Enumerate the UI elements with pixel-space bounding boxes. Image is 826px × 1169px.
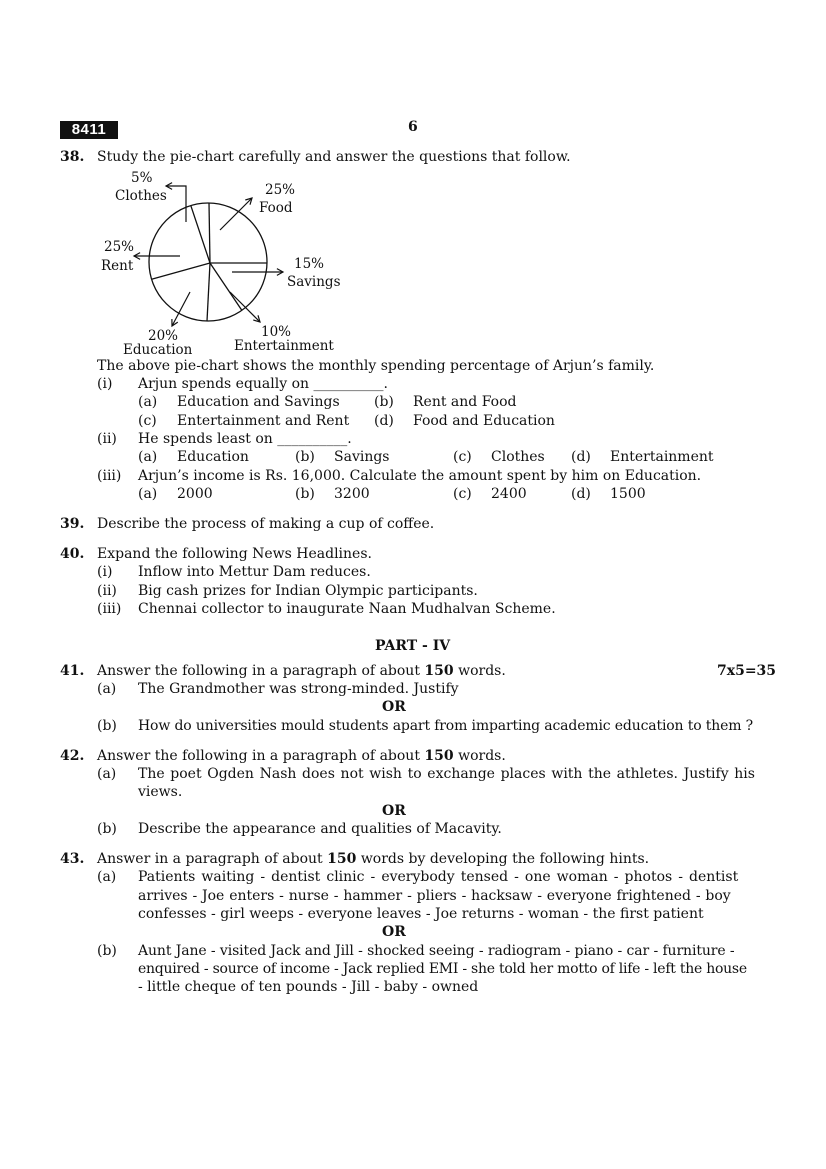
food-label: Food xyxy=(259,200,293,216)
option-text: Entertainment xyxy=(610,449,714,465)
question-41a-text: The Grandmother was strong-minded. Justify xyxy=(138,681,459,697)
option-label: (a) xyxy=(138,394,158,410)
option-text: Savings xyxy=(334,449,390,465)
rent-arrow xyxy=(134,253,180,260)
question-43-text: Answer in a paragraph of about 150 words by developing the following hints. xyxy=(97,851,650,867)
question-38-intro: The above pie-chart shows the monthly spending percentage of Arjun’s family. xyxy=(97,358,655,374)
paper-code-badge: 8411 xyxy=(60,121,118,139)
option-label: (b) xyxy=(97,943,117,959)
question-number-42: 42. xyxy=(60,748,85,764)
option-label: (b) xyxy=(295,449,315,465)
option-label: (a) xyxy=(138,449,158,465)
question-42a-text: The poet Ogden Nash does not wish to exchange places with the athletes. Justify his xyxy=(138,766,755,782)
clothes-arrow xyxy=(166,183,186,222)
or-separator: OR xyxy=(382,803,406,819)
page-number: 6 xyxy=(408,119,418,135)
question-number-43: 43. xyxy=(60,851,85,867)
question-number-41: 41. xyxy=(60,663,85,679)
rent-label: Rent xyxy=(101,258,134,274)
question-42a-text-cont: views. xyxy=(138,784,183,800)
option-text: Food and Education xyxy=(413,413,555,429)
food-pct-label: 25% xyxy=(265,182,296,198)
option-label: (b) xyxy=(295,486,315,502)
pie-slice-boundary xyxy=(191,206,210,263)
education-pct-label: 20% xyxy=(148,328,179,344)
savings-pct-label: 15% xyxy=(294,256,325,272)
question-38-stem: Study the pie-chart carefully and answer the questions that follow. xyxy=(97,149,571,165)
education-arrow xyxy=(172,292,190,326)
option-text: Clothes xyxy=(491,449,545,465)
option-label: (c) xyxy=(453,486,472,502)
clothes-pct-label: 5% xyxy=(131,170,153,186)
question-43a-line-1: Patients waiting - dentist clinic - everybody tensed - one woman - photos - dentist xyxy=(138,869,739,885)
question-43b-line-2: enquired - source of income - Jack replied EMI - she told her motto of life - left the house xyxy=(138,961,747,977)
option-text: 1500 xyxy=(610,486,646,502)
question-number-38: 38. xyxy=(60,149,85,165)
option-label: (b) xyxy=(374,394,394,410)
clothes-label: Clothes xyxy=(115,188,167,204)
option-label: (a) xyxy=(97,869,117,885)
question-41b-text: How do universities mould students apart from imparting academic education to them ? xyxy=(138,718,754,734)
option-label: (d) xyxy=(571,486,591,502)
headline-label: (ii) xyxy=(97,583,117,599)
savings-label: Savings xyxy=(287,274,341,290)
rent-pct-label: 25% xyxy=(104,239,135,255)
sub-question-i: Arjun spends equally on __________. xyxy=(138,376,388,392)
entertainment-pct-label: 10% xyxy=(261,324,292,340)
option-label: (a) xyxy=(97,681,117,697)
headline-text: Chennai collector to inaugurate Naan Mudhalvan Scheme. xyxy=(138,601,556,617)
option-label: (c) xyxy=(453,449,472,465)
option-label: (d) xyxy=(571,449,591,465)
sub-question-iii: Arjun’s income is Rs. 16,000. Calculate the amount spent by him on Education. xyxy=(138,468,702,484)
sub-label-i: (i) xyxy=(97,376,113,392)
option-label: (c) xyxy=(138,413,157,429)
pie-slice-boundary xyxy=(209,203,210,263)
pie-chart xyxy=(90,165,350,360)
question-41-text: Answer the following in a paragraph of about 150 words. xyxy=(97,663,506,679)
question-43a-line-3: confesses - girl weeps - everyone leaves - Joe returns - woman - the first patient xyxy=(138,906,704,922)
option-label: (a) xyxy=(138,486,158,502)
option-text: 2000 xyxy=(177,486,213,502)
pie-slice-boundary xyxy=(210,263,242,310)
question-number-40: 40. xyxy=(60,546,85,562)
sub-label-iii: (iii) xyxy=(97,468,122,484)
or-separator: OR xyxy=(382,924,406,940)
option-text: Education and Savings xyxy=(177,394,340,410)
or-separator: OR xyxy=(382,699,406,715)
pie-slice-boundary xyxy=(207,263,210,321)
education-label: Education xyxy=(123,342,193,358)
headline-label: (i) xyxy=(97,564,113,580)
headline-text: Inflow into Mettur Dam reduces. xyxy=(138,564,371,580)
question-42-text: Answer the following in a paragraph of about 150 words. xyxy=(97,748,506,764)
question-40-text: Expand the following News Headlines. xyxy=(97,546,372,562)
food-arrow xyxy=(220,198,252,230)
option-label: (d) xyxy=(374,413,394,429)
question-43a-line-2: arrives - Joe enters - nurse - hammer - pliers - hacksaw - everyone frightened - boy xyxy=(138,888,731,904)
pie-slice-boundary xyxy=(152,263,210,279)
option-label: (a) xyxy=(97,766,117,782)
question-43b-line-3: - little cheque of ten pounds - Jill - baby - owned xyxy=(138,979,479,995)
entertainment-label: Entertainment xyxy=(234,338,334,354)
sub-question-ii: He spends least on __________. xyxy=(138,431,352,447)
option-text: Rent and Food xyxy=(413,394,517,410)
question-42b-text: Describe the appearance and qualities of Macavity. xyxy=(138,821,502,837)
part-iv-title: PART - IV xyxy=(375,638,451,654)
headline-label: (iii) xyxy=(97,601,122,617)
option-text: 2400 xyxy=(491,486,527,502)
sub-label-ii: (ii) xyxy=(97,431,117,447)
option-text: Education xyxy=(177,449,249,465)
question-39-text: Describe the process of making a cup of coffee. xyxy=(97,516,435,532)
option-text: 3200 xyxy=(334,486,370,502)
question-number-39: 39. xyxy=(60,516,85,532)
savings-arrow xyxy=(232,269,283,276)
headline-text: Big cash prizes for Indian Olympic participants. xyxy=(138,583,478,599)
question-43b-line-1: Aunt Jane - visited Jack and Jill - shocked seeing - radiogram - piano - car - furniture - xyxy=(138,943,735,959)
option-text: Entertainment and Rent xyxy=(177,413,350,429)
part-iv-marks: 7x5=35 xyxy=(717,663,777,679)
option-label: (b) xyxy=(97,718,117,734)
option-label: (b) xyxy=(97,821,117,837)
